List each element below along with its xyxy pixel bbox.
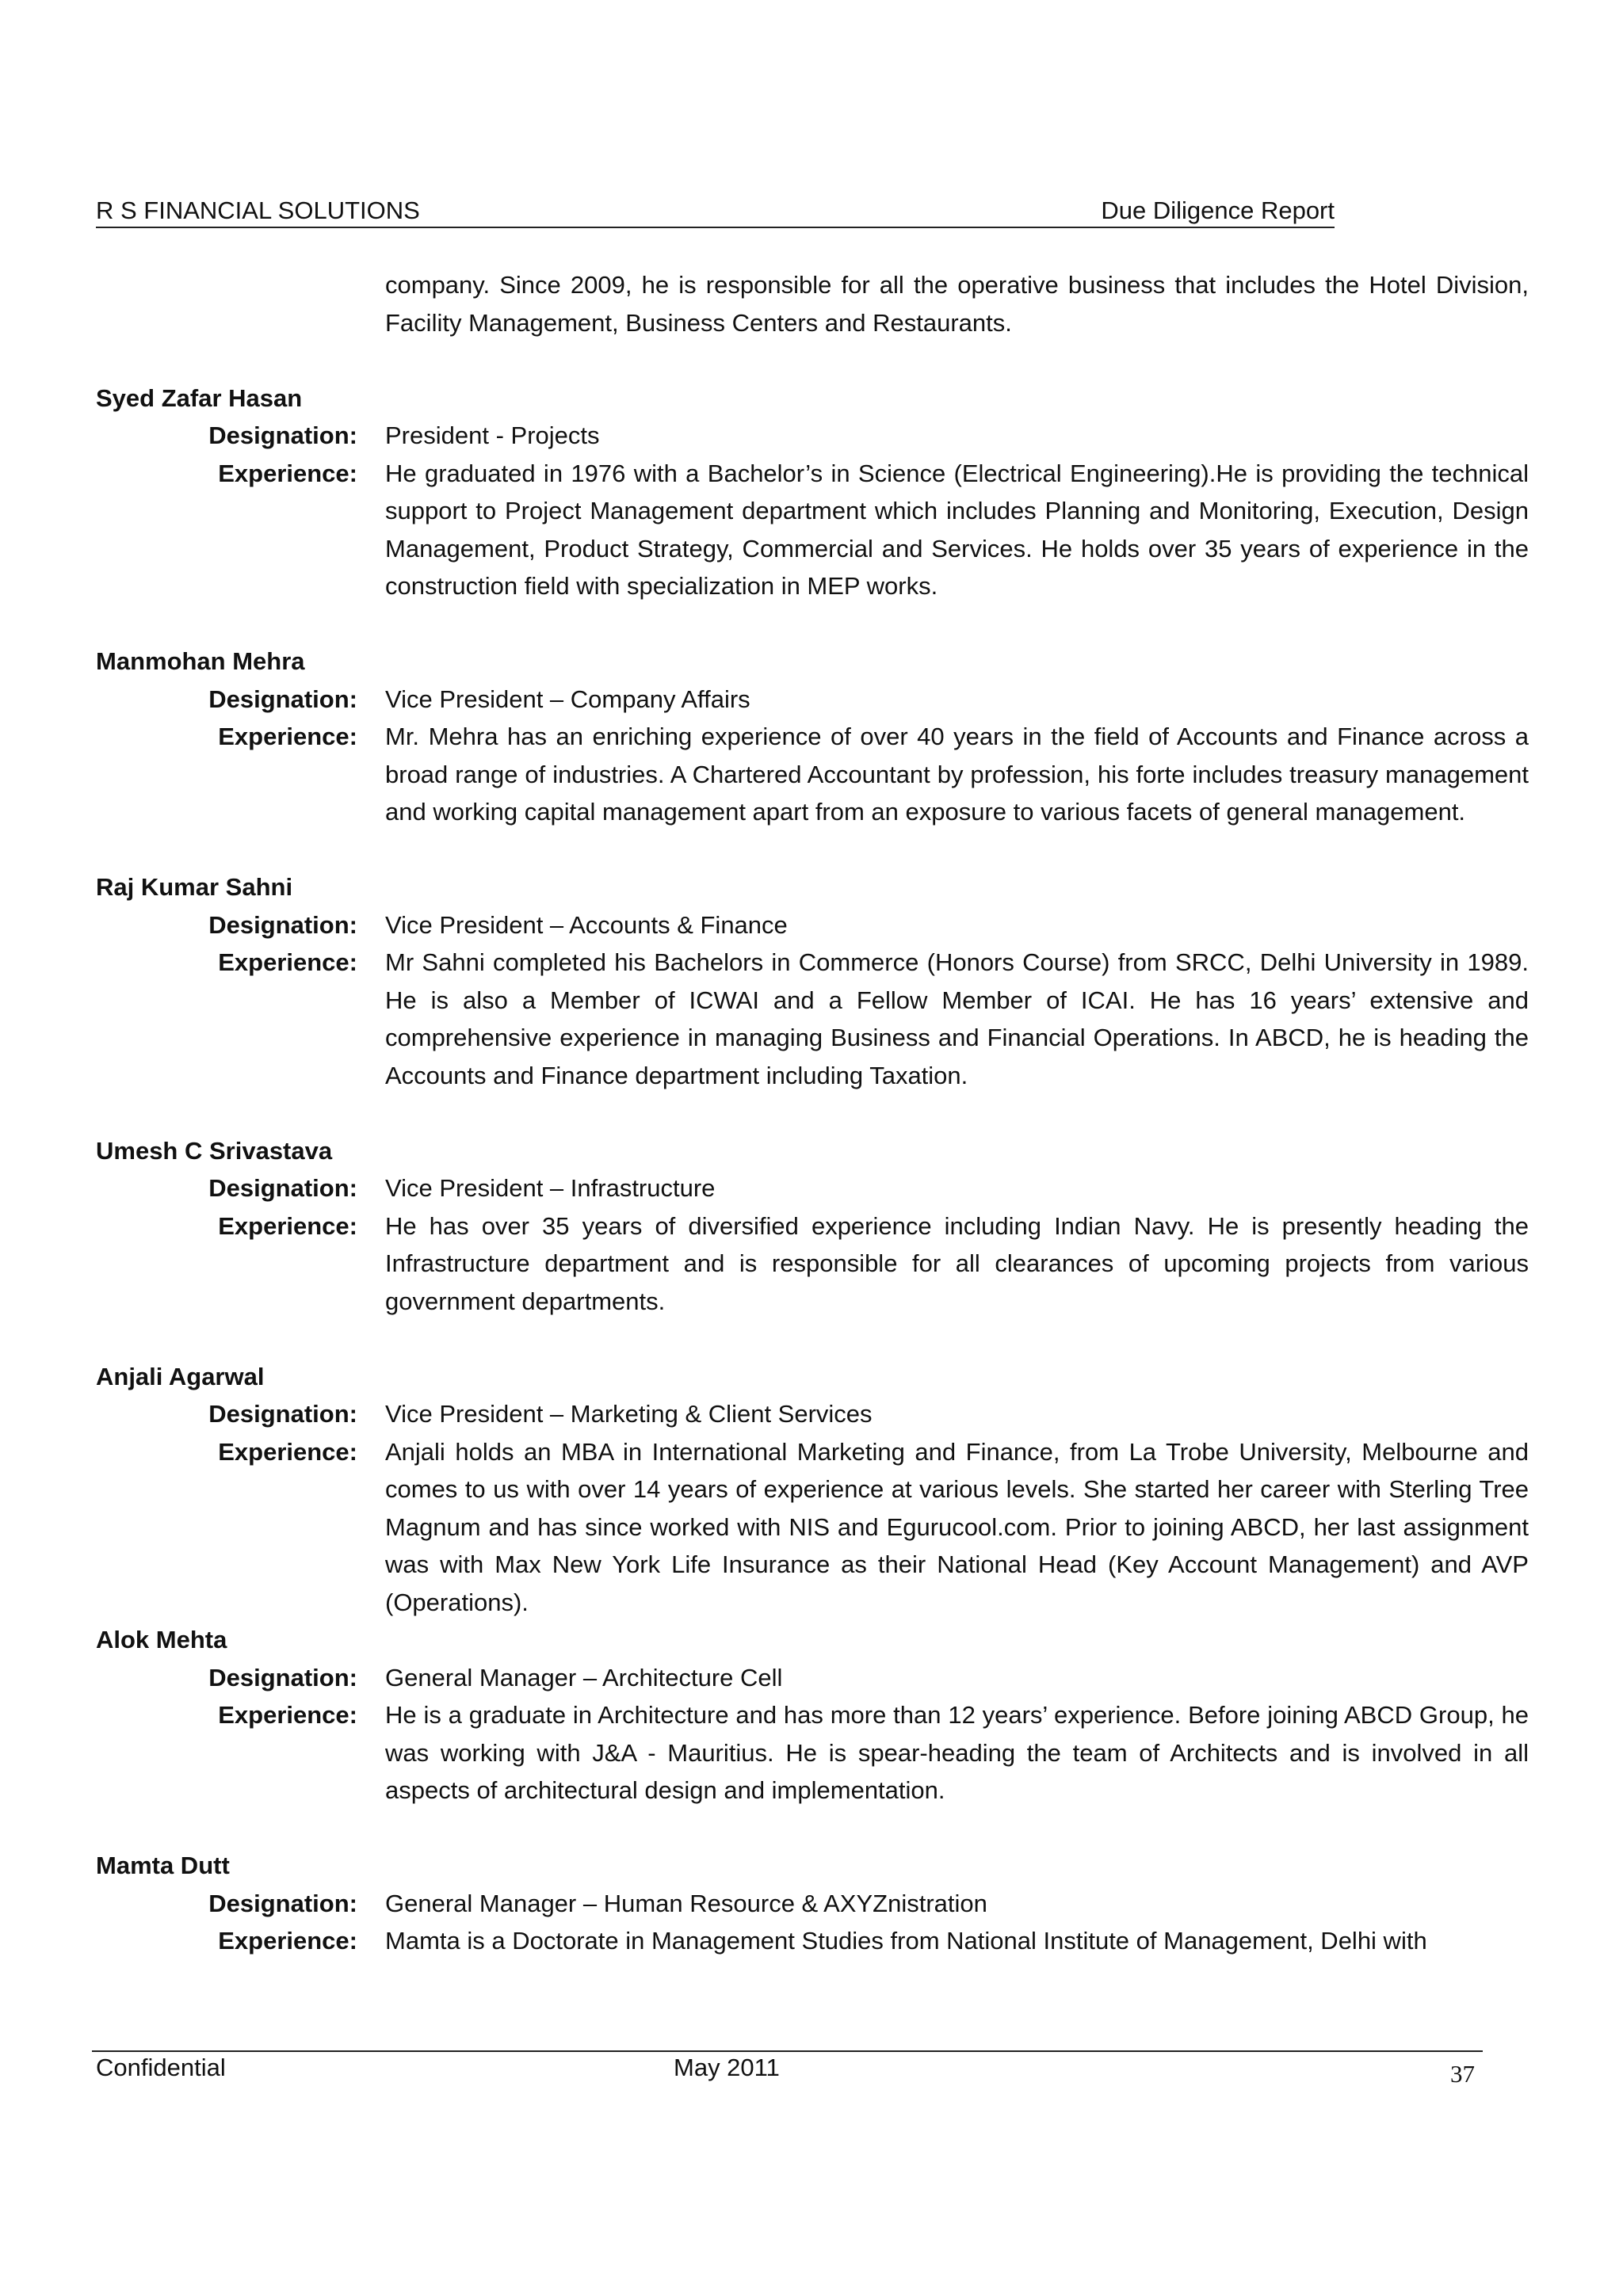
page-number: 37 — [1450, 2060, 1475, 2088]
designation-value: Vice President – Accounts & Finance — [385, 910, 788, 939]
experience-label: Experience: — [218, 1437, 357, 1466]
person-name: Umesh C Srivastava — [96, 1136, 333, 1165]
person-name: Raj Kumar Sahni — [96, 873, 293, 901]
person-entry — [96, 1621, 1529, 1810]
person-entry — [96, 868, 1529, 1094]
experience-value: Mr Sahni completed his Bachelors in Commerce (Honors Course) from SRCC, Delhi University in 1989. He is also a Member of ICWAI and a Fellow Member of ICAI. He has 16 years’ extensive and comprehensive experience in managing Business and Financial Operations. In ABCD, he is heading the Accounts and Finance department including Taxation. — [385, 948, 1529, 1089]
person-entry — [96, 1132, 1529, 1321]
experience-label: Experience: — [218, 1701, 357, 1729]
experience-label: Experience: — [218, 1211, 357, 1240]
designation-label: Designation: — [208, 1663, 357, 1691]
person-name: Alok Mehta — [96, 1626, 227, 1653]
experience-value: Mr. Mehra has an enriching experience of over 40 years in the field of Accounts and Finance across a broad range of industries. A Chartered Accountant by profession, his forte includes treasury management and working capital management apart from an exposure to various facets of general management. — [385, 723, 1529, 826]
footer-divider — [92, 2050, 1483, 2052]
designation-value: President - Projects — [385, 421, 600, 449]
person-entry — [96, 1847, 1529, 1960]
designation-value: General Manager – Human Resource & AXYZnistration — [385, 1889, 987, 1917]
designation-label: Designation: — [208, 685, 357, 713]
intro-paragraph: company. Since 2009, he is responsible for all the operative business that includes the Hotel Division, Facility Management, Business Centers and Restaurants. — [385, 271, 1529, 337]
experience-value: Anjali holds an MBA in International Marketing and Finance, from La Trobe University, Melbourne and comes to us with over 14 years of experience at various levels. She started her career with Sterling Tree Magnum and has since worked with NIS and Egurucool.com. Prior to joining ABCD, her last assignment was with Max New York Life Insurance as their National Head (Key Account Management) and AVP (Operations). — [385, 1437, 1529, 1616]
footer-confidential: Confidential — [96, 2054, 226, 2081]
designation-value: General Manager – Architecture Cell — [385, 1663, 783, 1691]
experience-value: Mamta is a Doctorate in Management Studies from National Institute of Management, Delhi with — [385, 1927, 1427, 1955]
experience-value: He has over 35 years of diversified experience including Indian Navy. He is presently heading the Infrastructure department and is responsible for all clearances of upcoming projects from various government departments. — [385, 1211, 1529, 1315]
page-header — [96, 195, 1335, 228]
designation-value: Vice President – Infrastructure — [385, 1174, 716, 1202]
person-entry — [96, 379, 1529, 605]
designation-label: Designation: — [208, 1889, 357, 1917]
footer-date: May 2011 — [674, 2054, 780, 2081]
designation-value: Vice President – Marketing & Client Services — [385, 1400, 873, 1428]
designation-value: Vice President – Company Affairs — [385, 685, 750, 713]
header-company: R S FINANCIAL SOLUTIONS — [96, 196, 420, 224]
designation-label: Designation: — [208, 421, 357, 449]
person-name: Syed Zafar Hasan — [96, 383, 303, 412]
experience-label: Experience: — [218, 1927, 357, 1955]
person-entry — [96, 1358, 1529, 1622]
person-name: Anjali Agarwal — [96, 1362, 265, 1390]
experience-label: Experience: — [218, 459, 357, 487]
experience-value: He graduated in 1976 with a Bachelor’s in Science (Electrical Engineering).He is providing the technical support to Project Management department which includes Planning and Monitoring, Execution, Design Management, Product Strategy, Commercial and Services. He holds over 35 years of experience in the construction field with specialization in MEP works. — [385, 459, 1529, 600]
designation-label: Designation: — [208, 1400, 357, 1428]
experience-label: Experience: — [218, 948, 357, 976]
header-report-title: Due Diligence Report — [1101, 196, 1335, 224]
person-name: Manmohan Mehra — [96, 647, 305, 675]
designation-label: Designation: — [208, 910, 357, 939]
experience-label: Experience: — [218, 723, 357, 750]
person-entry — [96, 643, 1529, 831]
person-name: Mamta Dutt — [96, 1852, 230, 1879]
document-body — [96, 266, 1529, 1960]
designation-label: Designation: — [208, 1174, 357, 1202]
experience-value: He is a graduate in Architecture and has more than 12 years’ experience. Before joining ABCD Group, he was working with J&A - Mauritius. He is spear-heading the team of Architects and is involved in all aspects of architectural design and implementation. — [385, 1701, 1529, 1804]
